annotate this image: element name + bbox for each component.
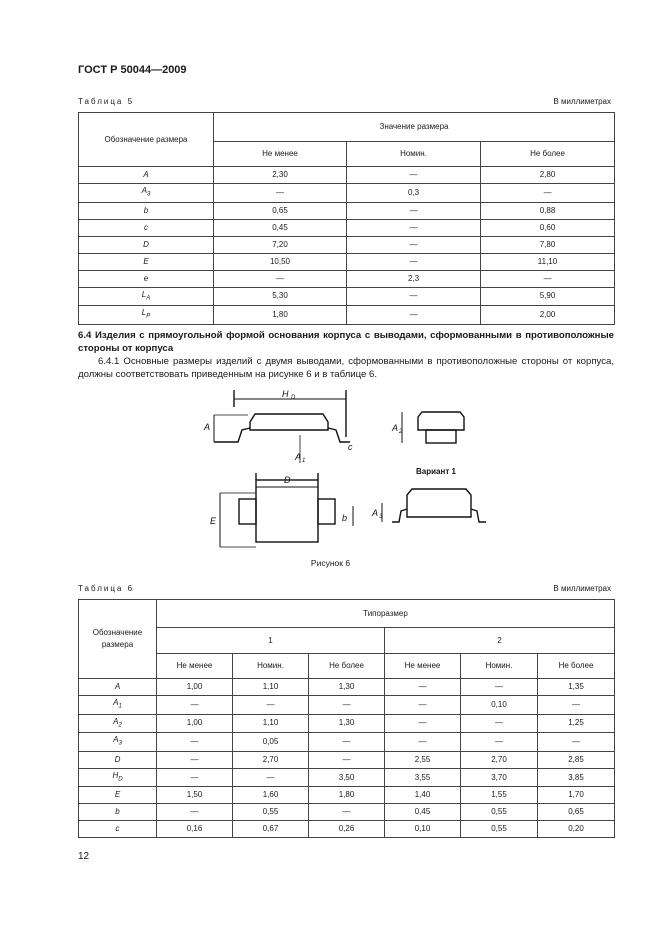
table-cell: 2,3 <box>347 270 481 287</box>
label-a3-sub: 3 <box>379 514 383 520</box>
row-symbol <box>79 270 214 287</box>
table-cell: — <box>157 768 233 787</box>
symbol-text: L <box>141 289 147 299</box>
table-cell: 1,00 <box>157 679 233 696</box>
symbol-text: A <box>143 170 149 179</box>
label-a2-sub: 2 <box>399 429 403 435</box>
table-cell: — <box>309 751 385 768</box>
symbol-text: D <box>143 239 149 249</box>
table-cell: 0,67 <box>233 821 309 838</box>
table-row <box>79 679 615 696</box>
table-cell: 1,70 <box>538 787 615 804</box>
table-cell: 3,50 <box>309 768 385 787</box>
table-cell: 0,65 <box>538 804 615 821</box>
row-symbol <box>79 804 157 821</box>
table-cell: 7,80 <box>481 236 615 253</box>
table5-label: Таблица 5 <box>78 97 135 106</box>
table6-size-1: 1 <box>157 628 385 654</box>
symbol-subscript: 3 <box>118 740 122 747</box>
table-cell: 0,55 <box>461 804 538 821</box>
table-cell: 3,55 <box>385 768 461 787</box>
table-row <box>79 167 615 184</box>
row-symbol <box>79 787 157 804</box>
table-row <box>79 306 615 325</box>
table-cell: — <box>347 236 481 253</box>
table-cell: 1,60 <box>233 787 309 804</box>
table-cell: 1,55 <box>461 787 538 804</box>
symbol-subscript: A <box>146 295 151 302</box>
table-row <box>79 270 615 287</box>
table-row <box>79 714 615 733</box>
package-variant-top-body <box>418 412 464 430</box>
package-top-view <box>256 480 318 542</box>
table-cell: — <box>538 696 615 715</box>
symbol-text: L <box>141 308 147 318</box>
table6-header-col: Не менее <box>157 654 233 679</box>
table-cell: 0,55 <box>233 804 309 821</box>
row-symbol <box>79 751 157 768</box>
symbol-subscript: P <box>146 313 151 320</box>
table6-units: В миллиметрах <box>553 584 611 593</box>
table-cell: 2,30 <box>214 167 347 184</box>
symbol-text: A <box>141 186 147 195</box>
table-cell: 0,05 <box>233 733 309 752</box>
symbol-text: A <box>113 716 119 726</box>
table6-header-col: Номин. <box>461 654 538 679</box>
table-cell: 1,80 <box>309 787 385 804</box>
section-body: 6.4.1 Основные размеры изделий с двумя выводами, сформованными в противоположные стороны от корпуса, должны соответствовать приведенным на рисунке 6 и в таблице 6. <box>78 356 614 380</box>
label-a1-sub: 1 <box>302 458 306 464</box>
row-symbol <box>79 733 157 752</box>
table-cell: 10,50 <box>214 253 347 270</box>
table-cell: — <box>347 219 481 236</box>
symbol-text: e <box>143 273 149 283</box>
table6-size-2: 2 <box>385 628 615 654</box>
symbol-subscript: 2 <box>118 722 122 729</box>
table-cell: 5,90 <box>481 287 615 306</box>
symbol-text: D <box>114 754 121 764</box>
package-variant1-body <box>407 489 471 517</box>
table-cell: 1,00 <box>157 714 233 733</box>
symbol-text: b <box>115 807 120 817</box>
row-symbol <box>79 679 157 696</box>
table-cell: — <box>233 696 309 715</box>
table-cell: — <box>157 751 233 768</box>
table-cell: 1,30 <box>309 679 385 696</box>
symbol-text: A <box>113 698 119 707</box>
table-cell: 3,85 <box>538 768 615 787</box>
table-cell: 0,26 <box>309 821 385 838</box>
table6-header-group: Типоразмер <box>157 600 615 628</box>
table5 <box>78 112 615 325</box>
table-row <box>79 696 615 715</box>
label-e: E <box>210 516 217 526</box>
table5-header-col: Не более <box>481 142 615 167</box>
table-cell: — <box>157 804 233 821</box>
table-cell: — <box>385 714 461 733</box>
table-row <box>79 751 615 768</box>
table-cell: 0,16 <box>157 821 233 838</box>
table6-label: Таблица 6 <box>78 584 135 593</box>
table-cell: — <box>309 804 385 821</box>
row-symbol <box>79 306 214 325</box>
table-cell: — <box>385 696 461 715</box>
row-symbol <box>79 714 157 733</box>
table-row <box>79 184 615 203</box>
table-cell: 1,50 <box>157 787 233 804</box>
table-cell: 0,10 <box>461 696 538 715</box>
page-number: 12 <box>78 851 90 862</box>
table6-header-col: Не менее <box>385 654 461 679</box>
table-cell: — <box>347 202 481 219</box>
table-cell: 1,25 <box>538 714 615 733</box>
table-cell: — <box>481 270 615 287</box>
table-cell: 0,45 <box>385 804 461 821</box>
table-cell: 7,20 <box>214 236 347 253</box>
label-variant-1: Вариант 1 <box>416 467 456 476</box>
table-row <box>79 253 615 270</box>
table-cell: — <box>461 733 538 752</box>
table6-header-name: Обозначение размера <box>79 600 157 679</box>
table-row <box>79 821 615 838</box>
figure-6-drawing <box>200 385 500 555</box>
table-cell: — <box>157 733 233 752</box>
table-cell: — <box>309 733 385 752</box>
label-a: A <box>204 422 211 432</box>
table-cell: — <box>347 306 481 325</box>
table-cell: — <box>461 679 538 696</box>
symbol-text: H <box>112 770 119 780</box>
table-cell: 0,3 <box>347 184 481 203</box>
document-header: ГОСТ Р 50044—2009 <box>78 64 187 76</box>
table-cell: 0,20 <box>538 821 615 838</box>
row-symbol <box>79 184 214 203</box>
table-cell: 0,45 <box>214 219 347 236</box>
symbol-text: E <box>143 256 149 266</box>
table-cell: 1,80 <box>214 306 347 325</box>
table6-header-col: Не более <box>309 654 385 679</box>
table-cell: — <box>233 768 309 787</box>
table5-header-name: Обозначение размера <box>79 113 214 167</box>
label-d: D <box>284 475 291 485</box>
symbol-text: A <box>113 735 119 745</box>
table-cell: — <box>538 733 615 752</box>
table-row <box>79 287 615 306</box>
table-cell: 0,88 <box>481 202 615 219</box>
table-cell: — <box>347 287 481 306</box>
symbol-subscript: 1 <box>118 703 122 710</box>
table-cell: — <box>385 679 461 696</box>
table-cell: — <box>309 696 385 715</box>
table5-header-col: Не менее <box>214 142 347 167</box>
table-cell: — <box>214 270 347 287</box>
symbol-text: b <box>143 205 149 215</box>
table-cell: 3,70 <box>461 768 538 787</box>
row-symbol <box>79 236 214 253</box>
row-symbol <box>79 821 157 838</box>
table-row <box>79 804 615 821</box>
table6 <box>78 599 615 838</box>
table-cell: — <box>214 184 347 203</box>
table-cell: 1,10 <box>233 679 309 696</box>
table-cell: 1,35 <box>538 679 615 696</box>
row-symbol <box>79 167 214 184</box>
table-cell: — <box>481 184 615 203</box>
table-cell: 1,30 <box>309 714 385 733</box>
table-row <box>79 202 615 219</box>
figure-caption: Рисунок 6 <box>310 558 351 568</box>
table-cell: 11,10 <box>481 253 615 270</box>
table-row <box>79 733 615 752</box>
label-hd: H <box>282 389 289 399</box>
table5-header-col: Номин. <box>347 142 481 167</box>
row-symbol <box>79 287 214 306</box>
table-cell: 2,00 <box>481 306 615 325</box>
label-b: b <box>342 513 348 523</box>
table-cell: 0,55 <box>461 821 538 838</box>
row-symbol <box>79 768 157 787</box>
table-cell: 2,85 <box>538 751 615 768</box>
label-a3: A <box>372 508 379 518</box>
table-row <box>79 236 615 253</box>
table-cell: 0,65 <box>214 202 347 219</box>
symbol-text: A <box>114 682 121 691</box>
table-cell: — <box>347 167 481 184</box>
symbol-subscript: 3 <box>147 191 151 198</box>
section-heading: 6.4 Изделия с прямоугольной формой основания корпуса с выводами, сформованными в противоположные стороны от корпуса <box>78 330 614 354</box>
row-symbol <box>79 219 214 236</box>
table-cell: — <box>157 696 233 715</box>
table-cell: 2,80 <box>481 167 615 184</box>
symbol-subscript: D <box>118 776 123 783</box>
table-row <box>79 787 615 804</box>
table-cell: 2,70 <box>233 751 309 768</box>
symbol-text: c <box>144 222 148 232</box>
table-cell: — <box>385 733 461 752</box>
table-cell: 2,55 <box>385 751 461 768</box>
table-row <box>79 219 615 236</box>
table-row <box>79 768 615 787</box>
table-cell: 0,10 <box>385 821 461 838</box>
label-hd-sub: D <box>291 395 296 401</box>
table-cell: 1,40 <box>385 787 461 804</box>
table5-header-group: Значение размера <box>214 113 615 142</box>
table-cell: — <box>347 253 481 270</box>
row-symbol <box>79 202 214 219</box>
label-c: c <box>348 442 353 452</box>
package-side-body <box>250 414 328 430</box>
label-a2: A <box>392 423 399 433</box>
table-cell: 2,70 <box>461 751 538 768</box>
table5-units: В миллиметрах <box>553 97 611 106</box>
row-symbol <box>79 253 214 270</box>
table6-header-col: Не более <box>538 654 615 679</box>
symbol-text: c <box>115 824 120 834</box>
table-cell: 5,30 <box>214 287 347 306</box>
table6-header-col: Номин. <box>233 654 309 679</box>
row-symbol <box>79 696 157 715</box>
label-a1: A <box>295 452 302 462</box>
table-cell: — <box>461 714 538 733</box>
table-cell: 1,10 <box>233 714 309 733</box>
symbol-text: E <box>114 790 121 800</box>
table-cell: 0,60 <box>481 219 615 236</box>
